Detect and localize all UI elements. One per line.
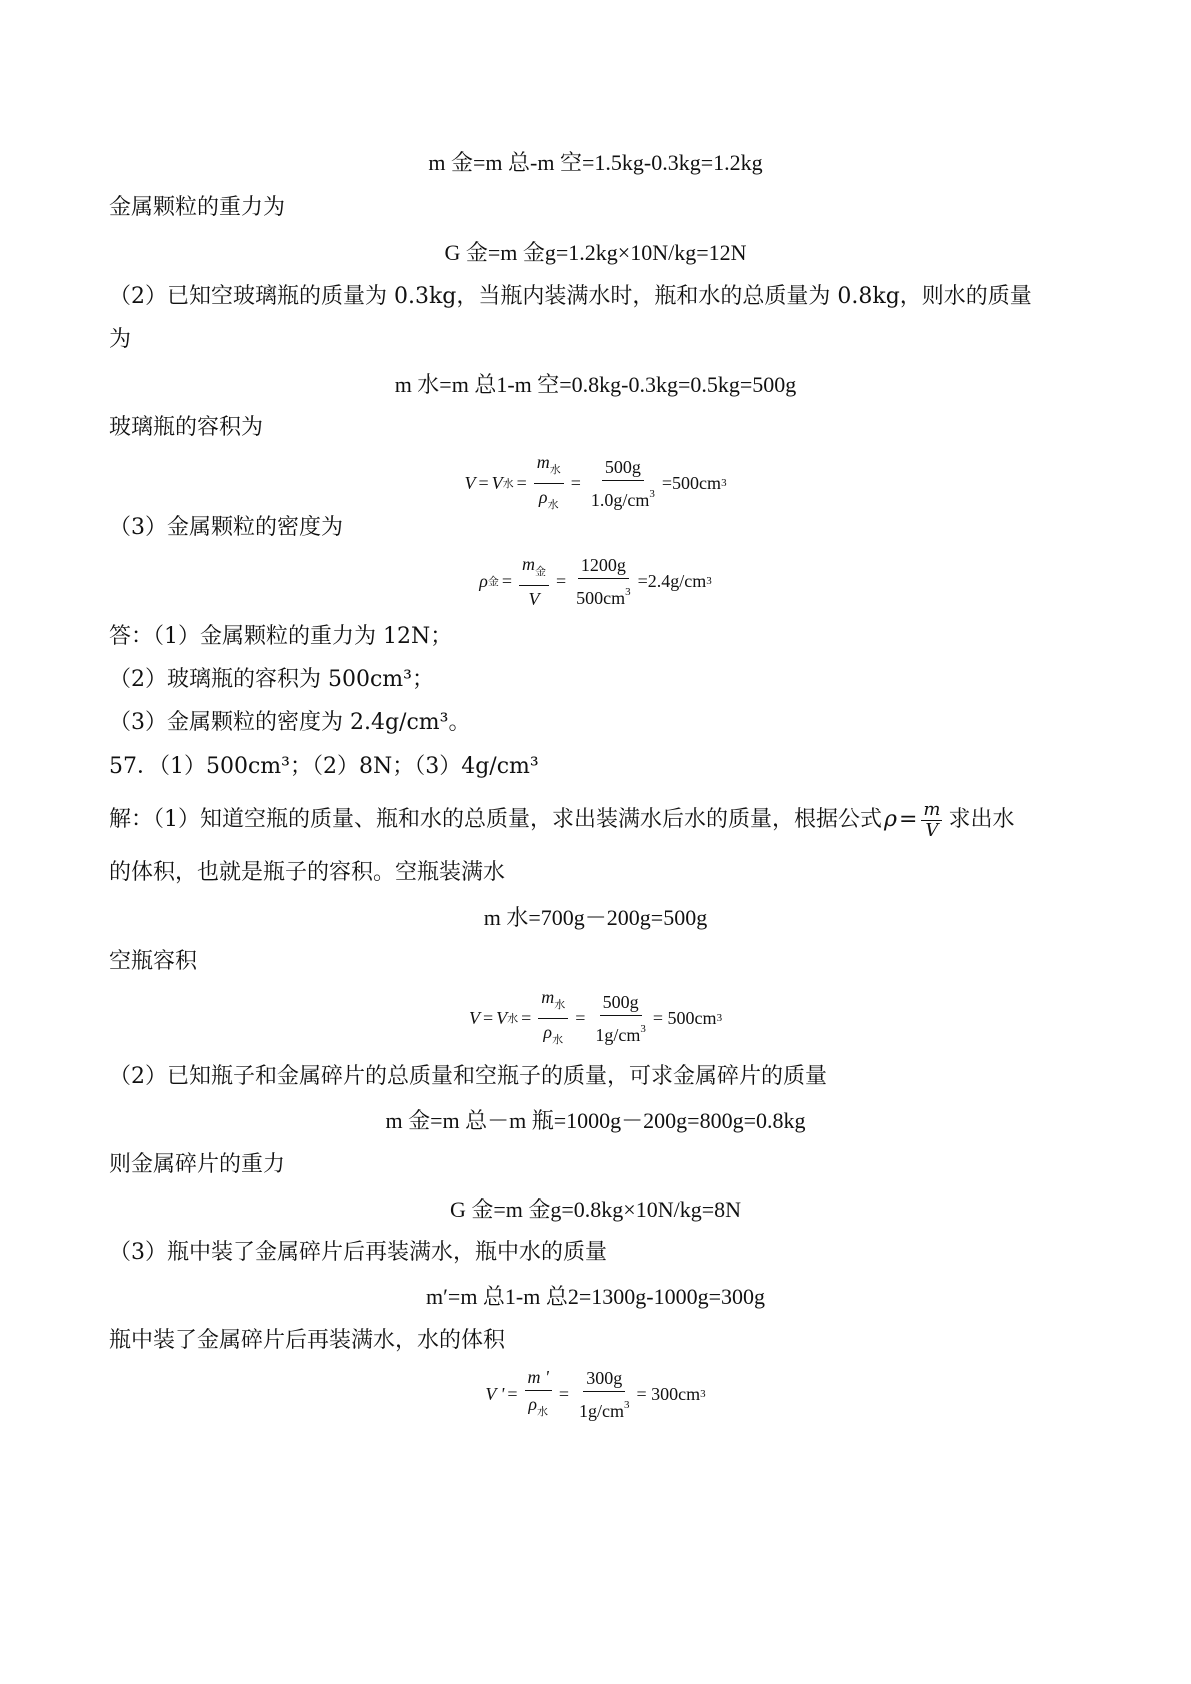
formula-symbol: ρ bbox=[528, 1393, 537, 1414]
equals-sign: = bbox=[501, 570, 512, 591]
superscript: 3 bbox=[706, 575, 712, 587]
equals-sign: = bbox=[555, 570, 567, 591]
formula-symbol: V bbox=[528, 588, 540, 609]
denominator bbox=[525, 1391, 551, 1423]
formula-bottle-volume-2 bbox=[0, 986, 1191, 1046]
numerator bbox=[519, 553, 549, 586]
denominator bbox=[536, 484, 562, 516]
equation-metal-mass: m 金=m 总-m 空=1.5kg-0.3kg=1.2kg bbox=[428, 150, 763, 175]
formula-bottle-volume bbox=[0, 451, 1191, 511]
numerator: 500g bbox=[600, 991, 642, 1016]
denominator-text: 1.0g/cm bbox=[590, 489, 650, 510]
equals-sign: = bbox=[521, 1007, 532, 1028]
superscript: 3 bbox=[624, 1398, 630, 1411]
result-text: =2.4g/cm bbox=[637, 570, 707, 591]
equals-sign: = bbox=[575, 1007, 586, 1028]
denominator bbox=[588, 481, 658, 511]
subscript: 水 bbox=[547, 498, 559, 511]
text-part3-water-mass: （3）瓶中装了金属碎片后再装满水，瓶中水的质量 bbox=[109, 1240, 607, 1265]
solution-intro bbox=[109, 795, 1014, 845]
denominator bbox=[540, 1019, 566, 1051]
superscript: 3 bbox=[700, 1388, 706, 1400]
denominator-text: 1g/cm bbox=[595, 1024, 641, 1045]
formula-symbol: V bbox=[491, 472, 503, 493]
result-text: = 500cm bbox=[652, 1007, 717, 1028]
superscript: 3 bbox=[649, 487, 655, 500]
numerator bbox=[538, 986, 568, 1019]
fraction bbox=[588, 456, 658, 511]
formula-symbol: ρ bbox=[479, 570, 488, 591]
text-part2-metal: （2）已知瓶子和金属碎片的总质量和空瓶子的质量，可求金属碎片的质量 bbox=[109, 1064, 827, 1089]
equation-metal-mass-2: m 金=m 总－m 瓶=1000g－200g=800g=0.8kg bbox=[385, 1108, 806, 1133]
equals-sign: = bbox=[482, 1007, 494, 1028]
result-text: =500cm bbox=[661, 472, 722, 493]
formula-symbol: V bbox=[468, 1007, 480, 1028]
fraction bbox=[576, 1367, 633, 1422]
formula-symbol: V ' bbox=[485, 1383, 505, 1404]
subscript: 水 bbox=[502, 478, 514, 490]
numerator: 500g bbox=[602, 456, 644, 481]
formula-symbol: V bbox=[496, 1007, 508, 1028]
equation-metal-weight-2: G 金=m 金g=0.8kg×10N/kg=8N bbox=[449, 1197, 742, 1222]
text-water-volume: 瓶中装了金属碎片后再装满水，水的体积 bbox=[109, 1328, 506, 1353]
equals-sign: = bbox=[898, 807, 918, 832]
denominator bbox=[576, 1392, 633, 1422]
text-part3-intro: （3）金属颗粒的密度为 bbox=[109, 515, 343, 540]
numerator bbox=[534, 451, 564, 484]
numerator bbox=[525, 1366, 552, 1391]
result-text: = 300cm bbox=[636, 1383, 701, 1404]
equals-sign: = bbox=[507, 1383, 518, 1404]
text-metal-weight-intro: 金属颗粒的重力为 bbox=[109, 195, 286, 220]
equals-sign: = bbox=[558, 1383, 570, 1404]
subscript: 水 bbox=[507, 1013, 519, 1025]
fraction bbox=[921, 800, 942, 841]
subscript: 水 bbox=[549, 463, 561, 476]
answer-line-3: （3）金属颗粒的密度为 2.4g/cm³。 bbox=[109, 710, 471, 735]
superscript: 3 bbox=[721, 477, 727, 489]
formula-symbol: m bbox=[541, 986, 555, 1007]
text-part2-continued: 为 bbox=[109, 327, 132, 352]
subscript: 水 bbox=[554, 998, 566, 1011]
equation-metal-weight: G 金=m 金g=1.2kg×10N/kg=12N bbox=[444, 240, 747, 265]
equation-water-mass-3: m′=m 总1-m 总2=1300g-1000g=300g bbox=[425, 1284, 766, 1309]
equation-water-mass: m 水=m 总1-m 空=0.8kg-0.3kg=0.5kg=500g bbox=[394, 372, 797, 397]
denominator bbox=[573, 579, 634, 609]
answer-line-1: 答：（1）金属颗粒的重力为 12N； bbox=[109, 624, 453, 649]
formula-symbol: m ' bbox=[527, 1366, 549, 1387]
denominator-text: 500cm bbox=[576, 587, 626, 608]
text-empty-bottle-volume: 空瓶容积 bbox=[109, 949, 198, 974]
fraction bbox=[525, 1366, 552, 1423]
subscript: 金 bbox=[487, 576, 499, 588]
solution-intro-text: 解：（1）知道空瓶的质量、瓶和水的总质量，求出装满水后水的质量，根据公式 bbox=[109, 807, 882, 832]
subscript: 水 bbox=[537, 1405, 548, 1418]
formula-symbol: V bbox=[464, 472, 476, 493]
subscript: 金 bbox=[534, 565, 546, 578]
equals-sign: = bbox=[516, 472, 527, 493]
question-57-answer: 57．（1）500cm³；（2）8N；（3）4g/cm³ bbox=[109, 754, 539, 779]
denominator: V bbox=[925, 819, 939, 841]
formula-symbol: m bbox=[521, 553, 535, 574]
numerator: m bbox=[923, 798, 941, 820]
superscript: 3 bbox=[716, 1012, 723, 1024]
numerator: 300g bbox=[583, 1367, 625, 1392]
denominator-text: 1g/cm bbox=[579, 1400, 625, 1421]
formula-water-volume bbox=[0, 1366, 1191, 1422]
formula-symbol: ρ bbox=[884, 807, 897, 832]
formula-symbol: m bbox=[536, 451, 550, 472]
text-part2-intro: （2）已知空玻璃瓶的质量为 0.3kg，当瓶内装满水时，瓶和水的总质量为 0.8kg，则水的质量 bbox=[109, 284, 1032, 309]
denominator bbox=[525, 586, 542, 610]
subscript: 水 bbox=[552, 1033, 564, 1046]
formula-metal-density bbox=[0, 553, 1191, 609]
numerator: 1200g bbox=[578, 554, 629, 579]
formula-symbol: ρ bbox=[538, 486, 548, 507]
superscript: 3 bbox=[640, 1022, 646, 1035]
solution-intro-tail: 求出水 bbox=[948, 807, 1015, 832]
fraction bbox=[538, 986, 568, 1051]
solution-intro-continued: 的体积，也就是瓶子的容积。空瓶装满水 bbox=[109, 860, 506, 885]
fraction bbox=[519, 553, 549, 610]
fraction bbox=[573, 554, 634, 609]
text-volume-intro: 玻璃瓶的容积为 bbox=[109, 415, 264, 440]
text-metal-weight: 则金属碎片的重力 bbox=[109, 1152, 286, 1177]
formula-symbol: ρ bbox=[543, 1021, 553, 1042]
fraction bbox=[534, 451, 564, 516]
equals-sign: = bbox=[478, 472, 489, 493]
equals-sign: = bbox=[570, 472, 581, 493]
equation-water-mass-2: m 水=700g－200g=500g bbox=[483, 905, 708, 930]
fraction bbox=[592, 991, 649, 1046]
answer-line-2: （2）玻璃瓶的容积为 500cm³； bbox=[109, 667, 434, 692]
superscript: 3 bbox=[625, 585, 631, 598]
denominator bbox=[592, 1016, 649, 1046]
